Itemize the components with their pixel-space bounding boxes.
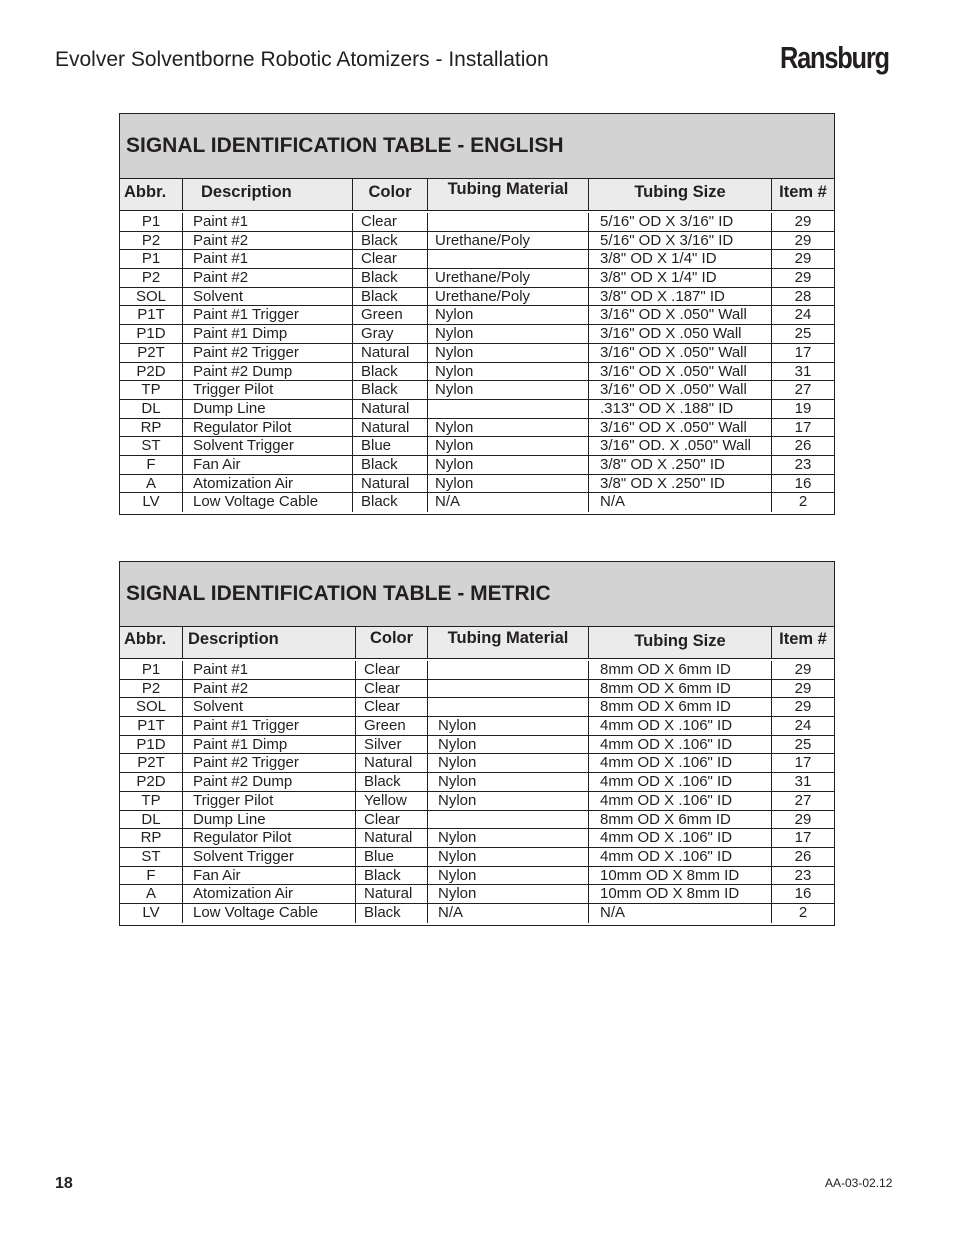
cell-description: Solvent Trigger — [183, 848, 356, 866]
cell-abbr: P1T — [120, 717, 183, 735]
cell-abbr: F — [120, 456, 183, 474]
cell-description: Fan Air — [183, 456, 353, 474]
cell-color: Black — [356, 867, 428, 885]
cell-item-number: 17 — [794, 418, 812, 436]
cell-item-number: 24 — [794, 306, 812, 324]
table-row — [120, 306, 834, 325]
cell-tubing-size: .313" OD X .188" ID — [589, 400, 772, 418]
cell-abbr: DL — [120, 400, 183, 418]
table-row — [120, 680, 834, 699]
signal-table-english — [119, 113, 835, 515]
cell-item-number: 29 — [794, 698, 812, 716]
cell-tubing-material: Nylon — [428, 306, 589, 324]
cell-tubing-size: 3/8" OD X 1/4" ID — [589, 250, 772, 268]
cell-tubing-size: 3/8" OD X .250" ID — [589, 456, 772, 474]
cell-abbr: A — [120, 885, 183, 903]
cell-tubing-material: Nylon — [428, 475, 589, 493]
table-row — [120, 736, 834, 755]
cell-tubing-material: Nylon — [428, 363, 589, 381]
table-row — [120, 698, 834, 717]
cell-abbr: P2D — [120, 363, 183, 381]
cell-color: Clear — [356, 698, 428, 716]
cell-item-number: 29 — [794, 213, 812, 230]
cell-item-number: 29 — [794, 661, 812, 678]
cell-tubing-size: 3/16" OD X .050 Wall — [589, 325, 772, 343]
cell-color: Black — [353, 493, 428, 512]
cell-tubing-material: Nylon — [428, 829, 589, 847]
cell-tubing-material: N/A — [428, 493, 589, 512]
cell-description: Paint #2 — [183, 269, 353, 287]
table-row — [120, 493, 834, 512]
cell-description: Regulator Pilot — [183, 419, 353, 437]
cell-abbr: TP — [120, 381, 183, 399]
cell-item-number: 23 — [794, 455, 812, 473]
page-header-title: Evolver Solventborne Robotic Atomizers - Installation — [55, 48, 549, 71]
cell-abbr: RP — [120, 829, 183, 847]
cell-item-number: 16 — [794, 474, 812, 492]
column-header-description: Description — [183, 179, 353, 210]
cell-description: Paint #1 Dimp — [183, 736, 356, 754]
cell-abbr: LV — [120, 493, 183, 512]
cell-color: Blue — [356, 848, 428, 866]
cell-tubing-material: Urethane/Poly — [428, 269, 589, 287]
cell-description: Trigger Pilot — [183, 792, 356, 810]
table-row — [120, 288, 834, 307]
cell-color: Black — [353, 381, 428, 399]
cell-tubing-material — [428, 400, 589, 418]
cell-abbr: P2 — [120, 680, 183, 698]
cell-description: Paint #2 — [183, 680, 356, 698]
cell-tubing-size: 10mm OD X 8mm ID — [589, 867, 772, 885]
cell-tubing-material: Nylon — [428, 773, 589, 791]
cell-description: Paint #2 Trigger — [183, 754, 356, 772]
cell-tubing-material: Nylon — [428, 381, 589, 399]
cell-abbr: RP — [120, 419, 183, 437]
cell-tubing-size: 4mm OD X .106" ID — [589, 829, 772, 847]
table-header-row — [120, 627, 834, 659]
cell-color: Black — [356, 904, 428, 923]
cell-item-number: 31 — [794, 362, 812, 380]
table-header-row — [120, 179, 834, 211]
cell-abbr: P1 — [120, 250, 183, 268]
column-header-item-number: Item # — [779, 183, 827, 201]
cell-description: Paint #2 — [183, 232, 353, 250]
cell-tubing-material — [428, 213, 589, 231]
cell-description: Low Voltage Cable — [183, 493, 353, 512]
cell-description: Paint #2 Dump — [183, 363, 353, 381]
column-header-color: Color — [353, 179, 428, 210]
table-row — [120, 437, 834, 456]
cell-color: Black — [353, 232, 428, 250]
cell-tubing-size: 4mm OD X .106" ID — [589, 848, 772, 866]
table-row — [120, 250, 834, 269]
cell-tubing-material — [428, 250, 589, 268]
cell-tubing-size: 3/16" OD X .050" Wall — [589, 419, 772, 437]
cell-description: Paint #1 — [183, 250, 353, 268]
table-row — [120, 773, 834, 792]
cell-color: Black — [356, 773, 428, 791]
cell-description: Atomization Air — [183, 885, 356, 903]
cell-abbr: SOL — [120, 698, 183, 716]
cell-abbr: TP — [120, 792, 183, 810]
cell-item-number: 26 — [794, 437, 812, 455]
cell-color: Natural — [353, 419, 428, 437]
cell-tubing-size: 4mm OD X .106" ID — [589, 754, 772, 772]
cell-tubing-material: Nylon — [428, 754, 589, 772]
cell-description: Dump Line — [183, 400, 353, 418]
cell-item-number: 17 — [794, 343, 812, 361]
cell-tubing-material: Nylon — [428, 867, 589, 885]
table-row — [120, 885, 834, 904]
cell-item-number: 28 — [794, 287, 812, 305]
cell-color: Yellow — [356, 792, 428, 810]
cell-abbr: A — [120, 475, 183, 493]
table-row — [120, 661, 834, 680]
cell-color: Blue — [353, 437, 428, 455]
page-number: 18 — [55, 1175, 73, 1192]
cell-item-number: 26 — [794, 847, 812, 865]
cell-tubing-size: 3/8" OD X .187" ID — [589, 288, 772, 306]
cell-color: Natural — [356, 829, 428, 847]
table-row — [120, 848, 834, 867]
table-row — [120, 400, 834, 419]
cell-item-number: 25 — [794, 325, 812, 343]
cell-abbr: ST — [120, 437, 183, 455]
cell-description: Solvent — [183, 698, 356, 716]
column-header-color: Color — [356, 627, 428, 658]
cell-tubing-size: 4mm OD X .106" ID — [589, 736, 772, 754]
cell-color: Green — [353, 306, 428, 324]
cell-item-number: 17 — [794, 829, 812, 847]
cell-item-number: 2 — [798, 903, 808, 921]
cell-color: Clear — [353, 213, 428, 231]
cell-tubing-material — [428, 680, 589, 698]
cell-color: Clear — [356, 811, 428, 829]
cell-item-number: 29 — [794, 269, 812, 287]
column-header-tubing-size: Tubing Size — [589, 627, 772, 658]
table-body — [120, 211, 834, 514]
cell-abbr: P2T — [120, 344, 183, 362]
cell-item-number: 17 — [794, 754, 812, 772]
cell-tubing-material: N/A — [428, 904, 589, 923]
column-header-item-number: Item # — [779, 630, 827, 648]
cell-tubing-material: Urethane/Poly — [428, 288, 589, 306]
cell-item-number: 31 — [794, 773, 812, 791]
cell-description: Fan Air — [183, 867, 356, 885]
table-row — [120, 717, 834, 736]
cell-item-number: 29 — [794, 231, 812, 249]
column-header-tubing-material: Tubing Material — [428, 179, 589, 210]
cell-tubing-material — [428, 698, 589, 716]
cell-tubing-material: Nylon — [428, 736, 589, 754]
cell-abbr: SOL — [120, 288, 183, 306]
cell-tubing-material: Nylon — [428, 437, 589, 455]
cell-description: Regulator Pilot — [183, 829, 356, 847]
cell-abbr: P1T — [120, 306, 183, 324]
cell-color: Natural — [353, 475, 428, 493]
cell-description: Solvent — [183, 288, 353, 306]
cell-description: Solvent Trigger — [183, 437, 353, 455]
document-code: AA-03-02.12 — [825, 1176, 893, 1190]
cell-tubing-size: 5/16" OD X 3/16" ID — [589, 232, 772, 250]
table-row — [120, 363, 834, 382]
cell-abbr: P2 — [120, 232, 183, 250]
cell-description: Atomization Air — [183, 475, 353, 493]
table-row — [120, 754, 834, 773]
cell-tubing-size: 3/16" OD X .050" Wall — [589, 344, 772, 362]
cell-abbr: ST — [120, 848, 183, 866]
cell-abbr: P2D — [120, 773, 183, 791]
cell-item-number: 27 — [794, 791, 812, 809]
table-row — [120, 344, 834, 363]
table-row — [120, 456, 834, 475]
cell-abbr: LV — [120, 904, 183, 923]
cell-item-number: 16 — [794, 885, 812, 903]
cell-tubing-size: 3/16" OD X .050" Wall — [589, 381, 772, 399]
cell-tubing-size: 5/16" OD X 3/16" ID — [589, 213, 772, 231]
cell-color: Black — [353, 288, 428, 306]
cell-abbr: P1 — [120, 661, 183, 679]
cell-tubing-size: 3/16" OD X .050" Wall — [589, 363, 772, 381]
cell-abbr: P2T — [120, 754, 183, 772]
cell-tubing-material: Nylon — [428, 792, 589, 810]
cell-tubing-size: 8mm OD X 6mm ID — [589, 698, 772, 716]
cell-tubing-size: 4mm OD X .106" ID — [589, 773, 772, 791]
cell-color: Clear — [356, 680, 428, 698]
table-row — [120, 904, 834, 923]
cell-abbr: P1D — [120, 736, 183, 754]
cell-color: Natural — [353, 344, 428, 362]
cell-abbr: F — [120, 867, 183, 885]
column-header-abbr: Abbr. — [120, 627, 183, 658]
cell-tubing-size: 3/8" OD X .250" ID — [589, 475, 772, 493]
cell-tubing-material — [428, 811, 589, 829]
cell-tubing-size: N/A — [589, 493, 772, 512]
cell-tubing-size: 8mm OD X 6mm ID — [589, 661, 772, 679]
cell-description: Paint #1 Trigger — [183, 717, 356, 735]
cell-tubing-size: 8mm OD X 6mm ID — [589, 680, 772, 698]
cell-tubing-material: Nylon — [428, 717, 589, 735]
cell-color: Black — [353, 269, 428, 287]
cell-tubing-size: 4mm OD X .106" ID — [589, 792, 772, 810]
cell-tubing-size: 8mm OD X 6mm ID — [589, 811, 772, 829]
cell-item-number: 29 — [794, 679, 812, 697]
cell-color: Gray — [353, 325, 428, 343]
cell-tubing-size: 3/16" OD. X .050" Wall — [589, 437, 772, 455]
cell-tubing-material: Nylon — [428, 325, 589, 343]
table-row — [120, 232, 834, 251]
cell-color: Green — [356, 717, 428, 735]
table-row — [120, 381, 834, 400]
cell-description: Paint #1 — [183, 661, 356, 679]
cell-color: Black — [353, 363, 428, 381]
cell-color: Silver — [356, 736, 428, 754]
cell-item-number: 19 — [794, 399, 812, 417]
cell-item-number: 27 — [794, 381, 812, 399]
cell-tubing-size: 4mm OD X .106" ID — [589, 717, 772, 735]
cell-description: Paint #2 Trigger — [183, 344, 353, 362]
cell-tubing-material: Nylon — [428, 419, 589, 437]
cell-description: Paint #1 Trigger — [183, 306, 353, 324]
table-row — [120, 213, 834, 232]
cell-tubing-material: Nylon — [428, 848, 589, 866]
table-row — [120, 475, 834, 494]
cell-description: Trigger Pilot — [183, 381, 353, 399]
cell-color: Natural — [356, 885, 428, 903]
cell-tubing-size: 3/16" OD X .050" Wall — [589, 306, 772, 324]
cell-item-number: 2 — [798, 493, 808, 511]
column-header-tubing-material: Tubing Material — [428, 627, 589, 658]
table-title: SIGNAL IDENTIFICATION TABLE - METRIC — [120, 562, 834, 627]
cell-tubing-material: Urethane/Poly — [428, 232, 589, 250]
cell-color: Clear — [353, 250, 428, 268]
cell-tubing-material: Nylon — [428, 885, 589, 903]
table-row — [120, 829, 834, 848]
cell-color: Black — [353, 456, 428, 474]
cell-tubing-material — [428, 661, 589, 679]
cell-description: Dump Line — [183, 811, 356, 829]
signal-table-metric — [119, 561, 835, 926]
cell-tubing-size: N/A — [589, 904, 772, 923]
table-row — [120, 811, 834, 830]
table-row — [120, 269, 834, 288]
table-row — [120, 325, 834, 344]
cell-color: Clear — [356, 661, 428, 679]
cell-abbr: P2 — [120, 269, 183, 287]
cell-abbr: DL — [120, 811, 183, 829]
cell-tubing-size: 3/8" OD X 1/4" ID — [589, 269, 772, 287]
cell-abbr: P1D — [120, 325, 183, 343]
cell-color: Natural — [353, 400, 428, 418]
cell-item-number: 23 — [794, 866, 812, 884]
column-header-tubing-size: Tubing Size — [589, 179, 772, 210]
cell-item-number: 29 — [794, 250, 812, 268]
cell-description: Paint #1 — [183, 213, 353, 231]
table-row — [120, 792, 834, 811]
cell-description: Low Voltage Cable — [183, 904, 356, 923]
column-header-abbr: Abbr. — [120, 179, 183, 210]
cell-tubing-material: Nylon — [428, 344, 589, 362]
cell-item-number: 24 — [794, 717, 812, 735]
cell-tubing-material: Nylon — [428, 456, 589, 474]
cell-item-number: 25 — [794, 735, 812, 753]
ransburg-logo: Ransburg — [780, 40, 889, 75]
cell-abbr: P1 — [120, 213, 183, 231]
table-row — [120, 867, 834, 886]
cell-tubing-size: 10mm OD X 8mm ID — [589, 885, 772, 903]
table-body — [120, 659, 834, 925]
cell-item-number: 29 — [794, 810, 812, 828]
cell-color: Natural — [356, 754, 428, 772]
column-header-description: Description — [183, 627, 356, 658]
table-title: SIGNAL IDENTIFICATION TABLE - ENGLISH — [120, 114, 834, 179]
table-row — [120, 419, 834, 438]
cell-description: Paint #2 Dump — [183, 773, 356, 791]
cell-description: Paint #1 Dimp — [183, 325, 353, 343]
